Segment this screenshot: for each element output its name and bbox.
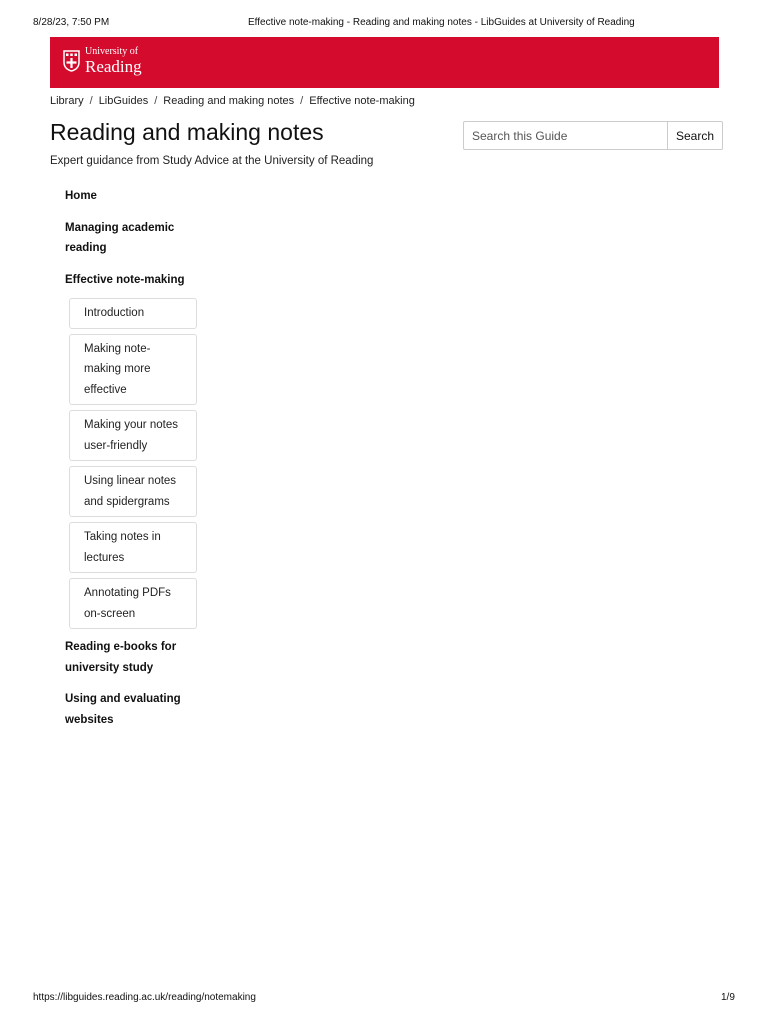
subpage-list bbox=[69, 298, 200, 629]
university-logo[interactable] bbox=[63, 47, 142, 75]
breadcrumb-current-page: Effective note-making bbox=[309, 95, 415, 107]
nav-item-reading-ebooks[interactable]: Reading e-books for university study bbox=[65, 641, 177, 674]
print-document-title: Effective note-making - Reading and making notes - LibGuides at University of Reading bbox=[248, 17, 635, 28]
page-title: Reading and making notes bbox=[50, 119, 324, 145]
breadcrumb-libguides[interactable]: LibGuides bbox=[98, 95, 149, 107]
breadcrumb-library[interactable]: Library bbox=[50, 95, 84, 107]
search-button[interactable]: Search bbox=[667, 121, 723, 150]
print-header bbox=[0, 17, 768, 31]
subnav-item-taking-notes-in-lectures[interactable]: Taking notes in lectures bbox=[69, 522, 197, 573]
breadcrumb-separator: / bbox=[154, 95, 158, 107]
nav-item-managing-academic-reading[interactable]: Managing academic reading bbox=[65, 221, 175, 254]
breadcrumb bbox=[50, 95, 415, 107]
shield-icon bbox=[63, 50, 80, 72]
print-page-number: 1/9 bbox=[721, 992, 735, 1003]
nav-item-evaluating-websites[interactable]: Using and evaluating websites bbox=[65, 693, 181, 726]
subnav-item-introduction[interactable]: Introduction bbox=[69, 298, 197, 329]
subnav-item-annotating-pdfs[interactable]: Annotating PDFs on-screen bbox=[69, 578, 197, 629]
nav-item-effective-note-making[interactable]: Effective note-making bbox=[65, 273, 185, 286]
search-input[interactable] bbox=[463, 121, 667, 150]
guide-subtitle: Expert guidance from Study Advice at the University of Reading bbox=[50, 155, 374, 167]
nav-item-home[interactable]: Home bbox=[65, 190, 97, 202]
subnav-item-making-note-making-more-effective[interactable]: Making note-making more effective bbox=[69, 334, 197, 406]
logo-line-2: Reading bbox=[85, 57, 142, 76]
subnav-item-linear-notes-spidergrams[interactable]: Using linear notes and spidergrams bbox=[69, 466, 197, 517]
print-url: https://libguides.reading.ac.uk/reading/notemaking bbox=[33, 992, 256, 1003]
breadcrumb-separator: / bbox=[89, 95, 93, 107]
breadcrumb-guide[interactable]: Reading and making notes bbox=[163, 95, 295, 107]
site-banner bbox=[50, 37, 719, 88]
breadcrumb-separator: / bbox=[300, 95, 304, 107]
guide-navigation bbox=[65, 186, 200, 741]
print-datetime: 8/28/23, 7:50 PM bbox=[33, 17, 110, 28]
guide-search bbox=[463, 121, 723, 150]
logo-line-1: University of bbox=[85, 46, 139, 57]
subnav-item-making-notes-user-friendly[interactable]: Making your notes user-friendly bbox=[69, 410, 197, 461]
